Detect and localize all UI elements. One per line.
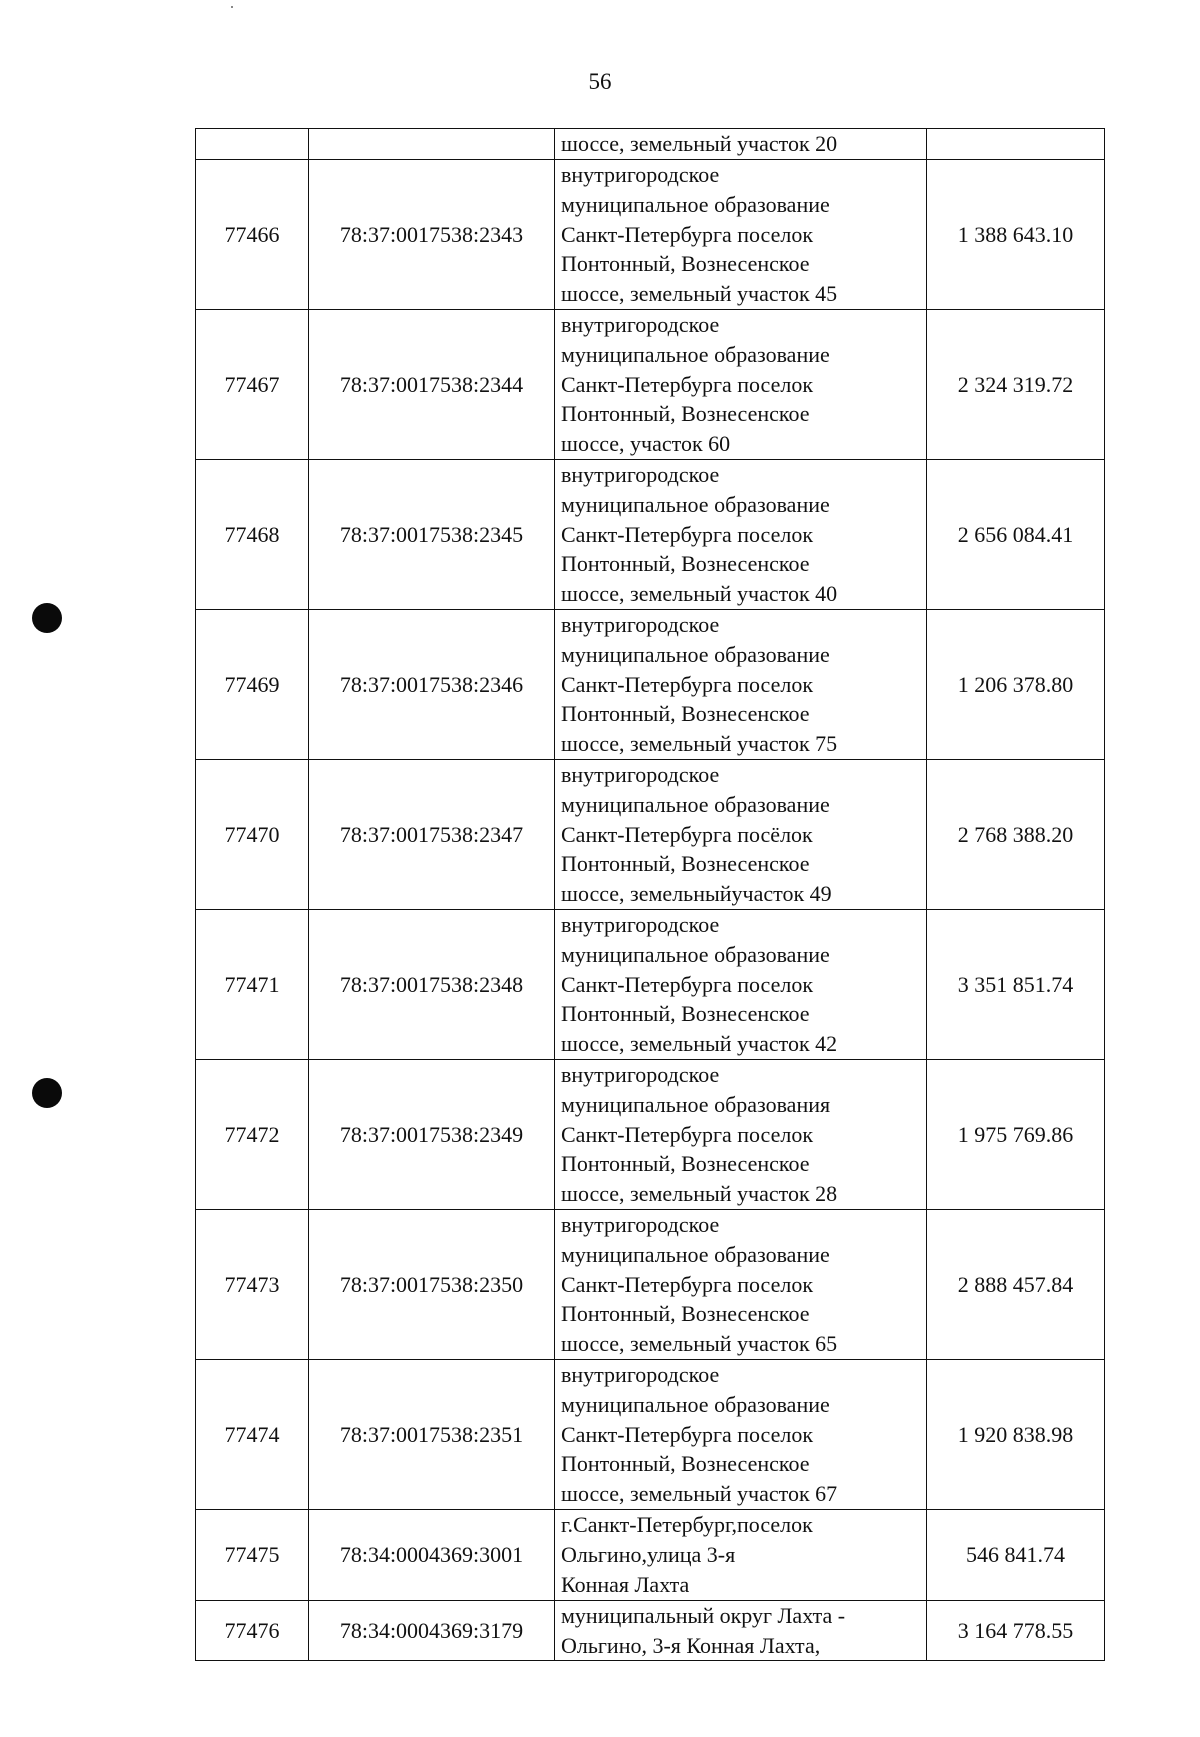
land-plot-registry-table bbox=[195, 128, 1105, 1661]
cadastral-value-cell bbox=[927, 129, 1105, 160]
address-text: внутригородское муниципальное образование Санкт-Петербурга посёлок Понтонный, Вознесенское шоссе, земельныйучасток 49 bbox=[561, 762, 832, 907]
page-number: 56 bbox=[588, 69, 612, 94]
address-cell bbox=[555, 1510, 927, 1601]
address-cell bbox=[555, 1060, 927, 1210]
row-number-cell: 77467 bbox=[196, 310, 309, 460]
cadastral-number-cell: 78:34:0004369:3179 bbox=[309, 1601, 555, 1661]
scan-speck bbox=[231, 6, 233, 8]
table-row bbox=[196, 1601, 1105, 1661]
address-text: г.Санкт-Петербург,поселок Ольгино,улица 3-я Конная Лахта bbox=[561, 1512, 813, 1597]
cadastral-number-cell: 78:34:0004369:3001 bbox=[309, 1510, 555, 1601]
address-text: внутригородское муниципальное образование Санкт-Петербурга поселок Понтонный, Вознесенское шоссе, земельный участок 45 bbox=[561, 162, 838, 307]
table-row bbox=[196, 610, 1105, 760]
address-cell bbox=[555, 460, 927, 610]
cadastral-value-cell: 2 768 388.20 bbox=[927, 760, 1105, 910]
cadastral-value-cell: 3 351 851.74 bbox=[927, 910, 1105, 1060]
cadastral-value-cell: 2 324 319.72 bbox=[927, 310, 1105, 460]
table-row bbox=[196, 160, 1105, 310]
row-number-cell: 77476 bbox=[196, 1601, 309, 1661]
cadastral-number-cell: 78:37:0017538:2345 bbox=[309, 460, 555, 610]
table-row bbox=[196, 760, 1105, 910]
row-number-cell bbox=[196, 129, 309, 160]
row-number-cell: 77468 bbox=[196, 460, 309, 610]
address-cell bbox=[555, 1360, 927, 1510]
address-text: муниципальный округ Лахта - Ольгино, 3-я Конная Лахта, bbox=[561, 1603, 846, 1658]
cadastral-number-cell: 78:37:0017538:2346 bbox=[309, 610, 555, 760]
address-cell bbox=[555, 310, 927, 460]
address-text: внутригородское муниципальное образование Санкт-Петербурга поселок Понтонный, Вознесенское шоссе, земельный участок 67 bbox=[561, 1362, 838, 1507]
cadastral-number-cell: 78:37:0017538:2344 bbox=[309, 310, 555, 460]
cadastral-number-cell: 78:37:0017538:2348 bbox=[309, 910, 555, 1060]
punch-hole-top bbox=[32, 603, 62, 633]
cadastral-value-cell: 2 656 084.41 bbox=[927, 460, 1105, 610]
cadastral-number-cell bbox=[309, 129, 555, 160]
cadastral-value-cell: 1 206 378.80 bbox=[927, 610, 1105, 760]
address-text: внутригородское муниципальное образование Санкт-Петербурга поселок Понтонный, Вознесенское шоссе, земельный участок 42 bbox=[561, 912, 838, 1057]
row-number-cell: 77469 bbox=[196, 610, 309, 760]
table-row bbox=[196, 910, 1105, 1060]
cadastral-value-cell: 1 975 769.86 bbox=[927, 1060, 1105, 1210]
continuation-row bbox=[196, 129, 1105, 160]
cadastral-value-cell: 1 388 643.10 bbox=[927, 160, 1105, 310]
cadastral-number-cell: 78:37:0017538:2351 bbox=[309, 1360, 555, 1510]
registry-table-body bbox=[196, 129, 1105, 1661]
punch-hole-bottom bbox=[32, 1078, 62, 1108]
address-cell bbox=[555, 160, 927, 310]
row-number-cell: 77475 bbox=[196, 1510, 309, 1601]
address-text: внутригородское муниципальное образование Санкт-Петербурга поселок Понтонный, Вознесенское шоссе, земельный участок 75 bbox=[561, 612, 838, 757]
row-number-cell: 77471 bbox=[196, 910, 309, 1060]
address-cell bbox=[555, 760, 927, 910]
cadastral-value-cell: 3 164 778.55 bbox=[927, 1601, 1105, 1661]
cadastral-number-cell: 78:37:0017538:2347 bbox=[309, 760, 555, 910]
table-row bbox=[196, 1360, 1105, 1510]
cadastral-number-cell: 78:37:0017538:2343 bbox=[309, 160, 555, 310]
table-row bbox=[196, 1510, 1105, 1601]
cadastral-number-cell: 78:37:0017538:2350 bbox=[309, 1210, 555, 1360]
address-text: внутригородское муниципальное образование Санкт-Петербурга поселок Понтонный, Вознесенское шоссе, земельный участок 65 bbox=[561, 1212, 838, 1357]
table-row bbox=[196, 1210, 1105, 1360]
cadastral-value-cell: 1 920 838.98 bbox=[927, 1360, 1105, 1510]
row-number-cell: 77472 bbox=[196, 1060, 309, 1210]
row-number-cell: 77473 bbox=[196, 1210, 309, 1360]
address-cell bbox=[555, 129, 927, 160]
address-text: внутригородское муниципальное образования Санкт-Петербурга поселок Понтонный, Вознесенское шоссе, земельный участок 28 bbox=[561, 1062, 838, 1207]
table-row bbox=[196, 1060, 1105, 1210]
address-cell bbox=[555, 1601, 927, 1661]
row-number-cell: 77474 bbox=[196, 1360, 309, 1510]
row-number-cell: 77470 bbox=[196, 760, 309, 910]
address-text: шоссе, земельный участок 20 bbox=[561, 131, 838, 156]
address-cell bbox=[555, 1210, 927, 1360]
address-cell bbox=[555, 610, 927, 760]
cadastral-number-cell: 78:37:0017538:2349 bbox=[309, 1060, 555, 1210]
table-row bbox=[196, 460, 1105, 610]
table-row bbox=[196, 310, 1105, 460]
cadastral-value-cell: 2 888 457.84 bbox=[927, 1210, 1105, 1360]
address-text: внутригородское муниципальное образование Санкт-Петербурга поселок Понтонный, Вознесенское шоссе, участок 60 bbox=[561, 312, 830, 457]
address-text: внутригородское муниципальное образование Санкт-Петербурга поселок Понтонный, Вознесенское шоссе, земельный участок 40 bbox=[561, 462, 838, 607]
address-cell bbox=[555, 910, 927, 1060]
row-number-cell: 77466 bbox=[196, 160, 309, 310]
cadastral-value-cell: 546 841.74 bbox=[927, 1510, 1105, 1601]
